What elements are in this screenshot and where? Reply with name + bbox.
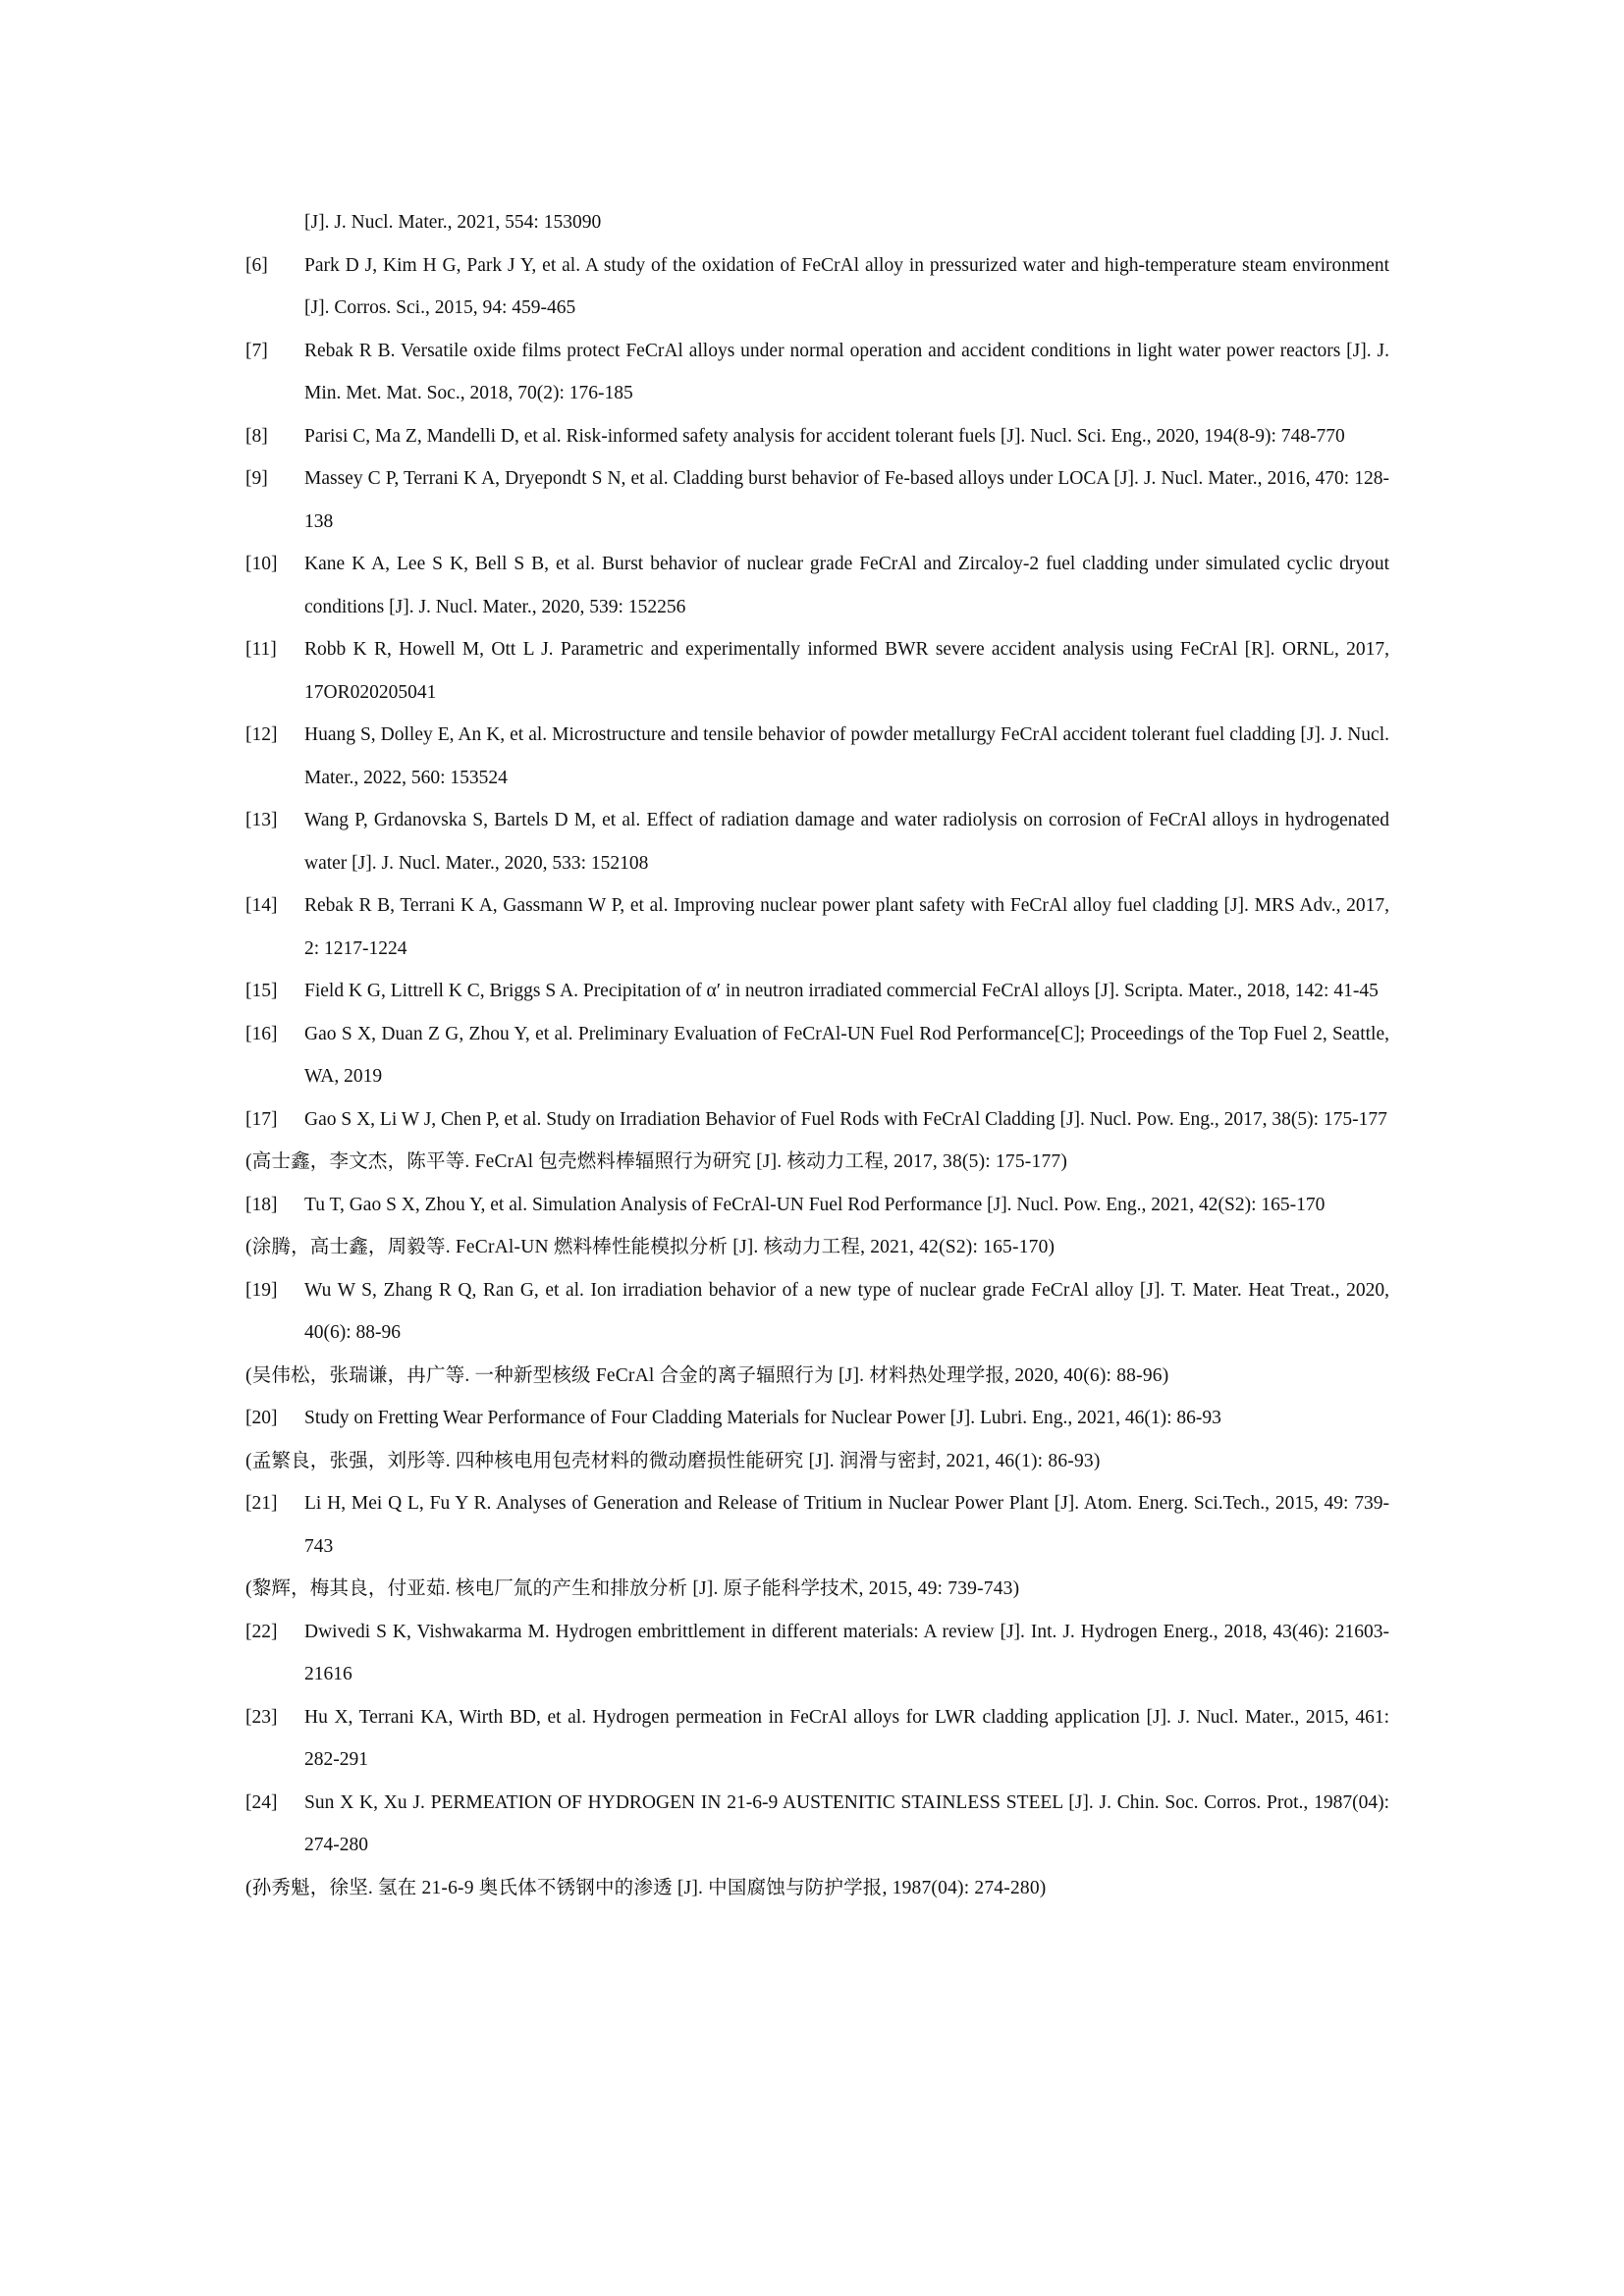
reference-entry [245, 1782, 1389, 1867]
reference-number: [19] [245, 1279, 278, 1301]
reference-chinese-translation: (涂腾，高士鑫，周毅等. FeCrAl-UN 燃料棒性能模拟分析 [J]. 核动力工程, 2021, 42(S2): 165-170) [245, 1237, 1056, 1257]
reference-number: [14] [245, 895, 278, 916]
reference-entry [245, 415, 1389, 458]
reference-chinese-translation: (孟繁良，张强，刘彤等. 四种核电用包壳材料的微动磨损性能研究 [J]. 润滑与密封, 2021, 46(1): 86-93) [245, 1450, 1101, 1471]
reference-text: Gao S X, Duan Z G, Zhou Y, et al. Preliminary Evaluation of FeCrAl-UN Fuel Rod Performance[C]; Proceedings of the Top Fuel 2, Seattle, WA, 2019 [304, 1023, 1389, 1087]
reference-list [245, 201, 1389, 1909]
reference-number: [12] [245, 724, 278, 745]
reference-entry [245, 1482, 1389, 1568]
reference-text: Field K G, Littrell K C, Briggs S A. Precipitation of α′ in neutron irradiated commercial FeCrAl alloys [J]. Scripta. Mater., 2018, 142: 41-45 [304, 981, 1379, 1001]
reference-text: Wang P, Grdanovska S, Bartels D M, et al. Effect of radiation damage and water radiolysis on corrosion of FeCrAl alloys in hydrogenated water [J]. J. Nucl. Mater., 2020, 533: 152108 [304, 810, 1389, 874]
reference-text: Robb K R, Howell M, Ott L J. Parametric and experimentally informed BWR severe accident analysis using FeCrAl [R]. ORNL, 2017, 17OR020205041 [304, 639, 1389, 703]
reference-entry [245, 1184, 1389, 1227]
reference-entry [245, 884, 1389, 970]
reference-entry [245, 543, 1389, 628]
reference-number: [6] [245, 254, 268, 276]
reference-entry [245, 1611, 1389, 1696]
reference-number: [23] [245, 1706, 278, 1728]
reference-text: Huang S, Dolley E, An K, et al. Microstructure and tensile behavior of powder metallurgy FeCrAl accident tolerant fuel cladding [J]. J. Nucl. Mater., 2022, 560: 153524 [304, 724, 1389, 788]
reference-number: [15] [245, 981, 278, 1001]
reference-text: Study on Fretting Wear Performance of Four Cladding Materials for Nuclear Power [J]. Lubri. Eng., 2021, 46(1): 86-93 [304, 1408, 1221, 1428]
reference-text: Gao S X, Li W J, Chen P, et al. Study on Irradiation Behavior of Fuel Rods with FeCrAl Cladding [J]. Nucl. Pow. Eng., 2017, 38(5): 175-177 [304, 1108, 1387, 1130]
reference-text: Kane K A, Lee S K, Bell S B, et al. Burst behavior of nuclear grade FeCrAl and Zircaloy-2 fuel cladding under simulated cyclic dryout conditions [J]. J. Nucl. Mater., 2020, 539: 152256 [304, 554, 1389, 617]
reference-number: [20] [245, 1408, 278, 1428]
reference-chinese-translation: (黎辉，梅其良，付亚茹. 核电厂氚的产生和排放分析 [J]. 原子能科学技术, 2015, 49: 739-743) [245, 1578, 1020, 1599]
reference-number: [22] [245, 1621, 278, 1642]
reference-text: Wu W S, Zhang R Q, Ran G, et al. Ion irradiation behavior of a new type of nuclear grade FeCrAl alloy [J]. T. Mater. Heat Treat., 2020, 40(6): 88-96 [304, 1279, 1389, 1343]
reference-chinese-translation: (孙秀魁，徐坚. 氢在 21-6-9 奥氏体不锈钢中的渗透 [J]. 中国腐蚀与防护学报, 1987(04): 274-280) [245, 1877, 1047, 1898]
reference-text: Tu T, Gao S X, Zhou Y, et al. Simulation Analysis of FeCrAl-UN Fuel Rod Performance [J]. Nucl. Pow. Eng., 2021, 42(S2): 165-170 [304, 1194, 1326, 1215]
reference-chinese-translation: (吴伟松，张瑞谦，冉广等. 一种新型核级 FeCrAl 合金的离子辐照行为 [J]. 材料热处理学报, 2020, 40(6): 88-96) [245, 1364, 1169, 1386]
reference-number: [16] [245, 1023, 278, 1044]
reference-number: [10] [245, 554, 278, 574]
reference-number: [21] [245, 1493, 278, 1514]
reference-number: [18] [245, 1194, 278, 1215]
reference-number: [11] [245, 639, 277, 660]
reference-entry [245, 799, 1389, 884]
reference-text: Park D J, Kim H G, Park J Y, et al. A study of the oxidation of FeCrAl alloy in pressurized water and high-temperature steam environment [J]. Corros. Sci., 2015, 94: 459-465 [304, 254, 1389, 318]
reference-entry [245, 1269, 1389, 1355]
reference-number: [13] [245, 810, 278, 830]
reference-entry [245, 970, 1389, 1013]
reference-entry [245, 330, 1389, 415]
reference-number: [7] [245, 340, 268, 361]
reference-continuation: [J]. J. Nucl. Mater., 2021, 554: 153090 [304, 212, 602, 233]
reference-entry [245, 628, 1389, 714]
reference-chinese-translation: (高士鑫，李文杰，陈平等. FeCrAl 包壳燃料棒辐照行为研究 [J]. 核动力工程, 2017, 38(5): 175-177) [245, 1151, 1068, 1172]
reference-text: Rebak R B. Versatile oxide films protect FeCrAl alloys under normal operation and accident conditions in light water power reactors [J]. J. Min. Met. Mat. Soc., 2018, 70(2): 176-185 [304, 340, 1389, 403]
reference-entry [245, 1397, 1389, 1440]
reference-entry [245, 244, 1389, 330]
reference-entry [245, 457, 1389, 543]
reference-number: [17] [245, 1108, 278, 1130]
reference-number: [8] [245, 425, 268, 447]
reference-number: [24] [245, 1791, 278, 1813]
reference-entry [245, 714, 1389, 799]
reference-entry [245, 1696, 1389, 1782]
reference-text: Parisi C, Ma Z, Mandelli D, et al. Risk-informed safety analysis for accident tolerant fuels [J]. Nucl. Sci. Eng., 2020, 194(8-9): 748-770 [304, 425, 1345, 447]
reference-text: Sun X K, Xu J. PERMEATION OF HYDROGEN IN 21-6-9 AUSTENITIC STAINLESS STEEL [J]. J. Chin. Soc. Corros. Prot., 1987(04): 274-280 [304, 1791, 1389, 1855]
reference-text: Dwivedi S K, Vishwakarma M. Hydrogen embrittlement in different materials: A review [J]. Int. J. Hydrogen Energ., 2018, 43(46): 21603-21616 [304, 1621, 1389, 1684]
reference-text: Massey C P, Terrani K A, Dryepondt S N, et al. Cladding burst behavior of Fe-based alloys under LOCA [J]. J. Nucl. Mater., 2016, 470: 128-138 [304, 468, 1389, 532]
reference-entry [245, 1013, 1389, 1098]
reference-entry [245, 1098, 1389, 1142]
reference-text: Rebak R B, Terrani K A, Gassmann W P, et al. Improving nuclear power plant safety with FeCrAl alloy fuel cladding [J]. MRS Adv., 2017, 2: 1217-1224 [304, 895, 1389, 959]
reference-text: Hu X, Terrani KA, Wirth BD, et al. Hydrogen permeation in FeCrAl alloys for LWR cladding application [J]. J. Nucl. Mater., 2015, 461: 282-291 [304, 1706, 1389, 1770]
reference-text: Li H, Mei Q L, Fu Y R. Analyses of Generation and Release of Tritium in Nuclear Power Plant [J]. Atom. Energ. Sci.Tech., 2015, 49: 739-743 [304, 1493, 1389, 1557]
reference-number: [9] [245, 468, 268, 489]
